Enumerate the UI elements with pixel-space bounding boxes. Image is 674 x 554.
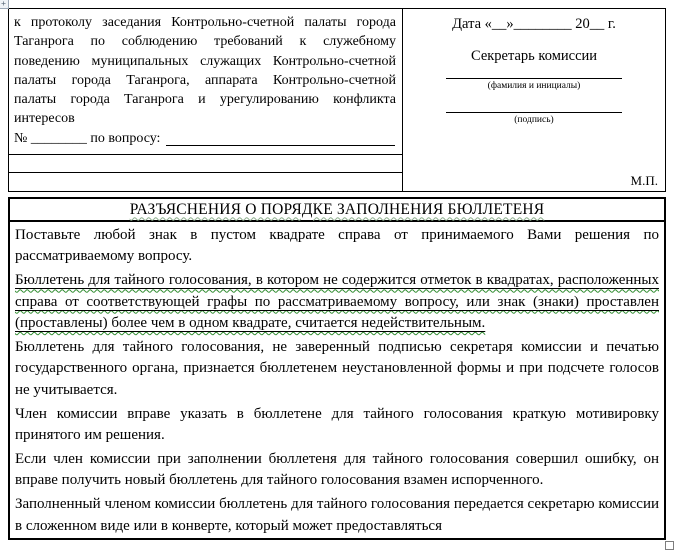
protocol-reference-text: к протоколу заседания Контрольно-счетной палаты города Таганрога по соблюдению требований к служебному поведению муниципальных служащих Контрольно-счетной палаты города Таганрога, аппарата Контрольно-счетной палаты города Таганрога и урегулированию конфликта интересов	[14, 15, 396, 127]
date-line: Дата «__»________ 20__ г.	[452, 16, 616, 32]
question-blank-line[interactable]	[166, 132, 395, 146]
secretary-label: Секретарь комиссии	[470, 48, 598, 64]
ballot-header-table	[8, 8, 666, 192]
instruction-paragraph: Бюллетень для тайного голосования, не заверенный подписью секретаря комиссии и печатью государственного органа, признается бюллетенем неустановленной формы и при подсчете голосов не учитывается.	[15, 339, 659, 398]
protocol-number-prefix: № ________ по вопросу:	[14, 130, 161, 146]
stamp-abbr: М.П.	[630, 173, 658, 188]
instructions-box	[8, 222, 666, 540]
signature-cell	[403, 9, 665, 191]
table-resize-handle-icon[interactable]	[665, 541, 674, 550]
section-title-box	[8, 197, 666, 222]
table-move-handle-icon[interactable]: +	[0, 0, 9, 9]
protocol-number-line	[14, 129, 396, 148]
section-title: РАЗЪЯСНЕНИЯ О ПОРЯДКЕ ЗАПОЛНЕНИЯ БЮЛЛЕТЕНЯ	[129, 200, 545, 218]
name-blank-line[interactable]	[446, 78, 622, 79]
instruction-paragraph: Поставьте любой знак в пустом квадрате справа от принимаемого Вами решения по рассматриваемому вопросу.	[15, 227, 659, 265]
protocol-reference-cell	[9, 9, 402, 155]
instruction-paragraph: Если член комиссии при заполнении бюллетеня для тайного голосования совершил ошибку, он вправе получить новый бюллетень для тайного голосования взамен испорченного.	[15, 451, 659, 489]
signature-caption: (подпись)	[514, 115, 554, 125]
signature-blank-line[interactable]	[446, 112, 622, 113]
name-caption: (фамилия и инициалы)	[487, 81, 581, 91]
instruction-paragraph: Член комиссии вправе указать в бюллетене для тайного голосования краткую мотивировку принятого им решения.	[15, 405, 659, 444]
instruction-paragraph: Заполненный членом комиссии бюллетень для тайного голосования передается секретарю комиссии в сложенном виде или в конверте, который может предоставляться	[15, 496, 659, 534]
empty-table-row	[9, 155, 402, 173]
instruction-paragraph-invalid-ballot	[15, 270, 659, 334]
empty-table-row	[9, 173, 402, 191]
protocol-column	[9, 9, 403, 191]
underlined-text: Бюллетень для тайного голосования, в котором не содержится отметок в квадратах, расположенных справа от соответствующей графы по рассматриваемому вопросу, или знак (знаки) проставлен (проставлены) более чем в одном квадрате, считается недействительным.	[15, 272, 659, 332]
